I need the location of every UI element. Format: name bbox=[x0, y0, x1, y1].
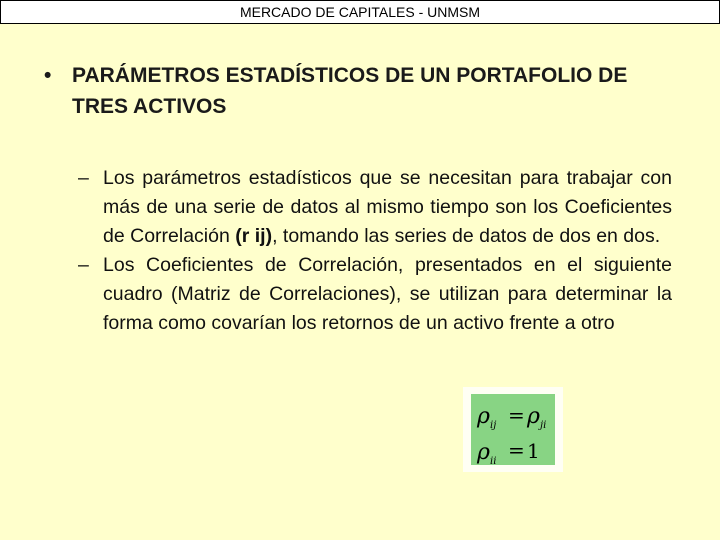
header-text: MERCADO DE CAPITALES - UNMSM bbox=[239, 4, 481, 20]
dash-icon: – bbox=[78, 167, 89, 189]
formula-rho: ρ bbox=[477, 440, 490, 465]
item-text-after: , tomando las series de datos de dos en dos. bbox=[272, 225, 661, 247]
formula-one: 1 bbox=[527, 439, 540, 463]
formula-rho: ρ bbox=[527, 404, 540, 429]
header-bar bbox=[0, 0, 720, 24]
formula-image bbox=[463, 387, 563, 472]
title-text: PARÁMETROS ESTADÍSTICOS DE UN PORTAFOLIO DE TRES ACTIVOS bbox=[72, 64, 628, 118]
item-text: Los Coeficientes de Correlación, presentados en el siguiente cuadro (Matriz de Correlaciones), se utilizan para determinar la forma como covarían los retornos de un activo frente a otro bbox=[103, 254, 672, 334]
formula-equals: = bbox=[508, 403, 525, 427]
bullet-icon: • bbox=[44, 64, 52, 87]
formula-equals: = bbox=[508, 438, 525, 462]
item-text-before: Los parámetros estadísticos que se necesitan para trabajar con más de una serie de datos al mismo tiempo son los Coeficientes de Correlación bbox=[103, 167, 672, 247]
formula-rho: ρ bbox=[477, 404, 490, 429]
slide-title bbox=[44, 60, 684, 122]
formula-subscript: ii bbox=[490, 456, 497, 467]
sub-list bbox=[78, 164, 672, 338]
formula-box bbox=[463, 387, 563, 472]
formula-subscript: ij bbox=[490, 420, 497, 431]
list-item bbox=[78, 164, 672, 251]
list-item bbox=[78, 251, 672, 338]
formula-subscript: ji bbox=[540, 420, 547, 431]
item-text-bold: (r ij) bbox=[235, 225, 273, 247]
dash-icon: – bbox=[78, 254, 89, 276]
